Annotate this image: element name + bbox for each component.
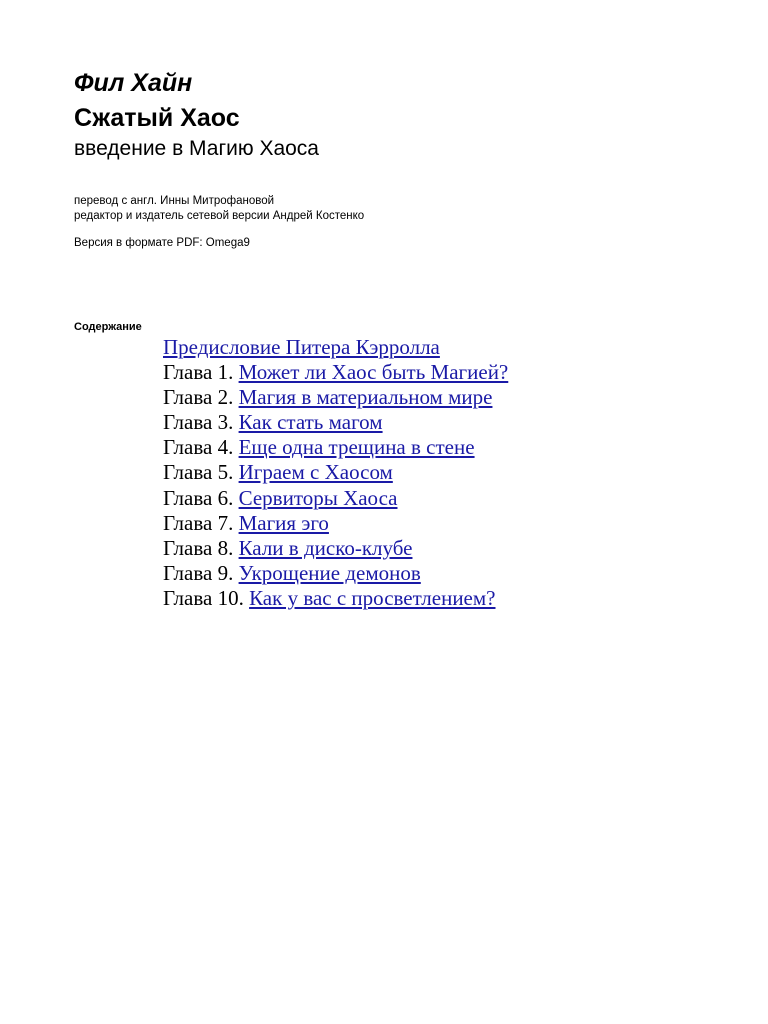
toc-item-prefix: Глава 9. — [163, 560, 239, 585]
toc-link-chapter-9[interactable]: Укрощение демонов — [238, 560, 421, 585]
toc-item-chapter-6 — [163, 486, 508, 511]
toc-item-chapter-3 — [163, 410, 508, 435]
toc-link-chapter-4[interactable]: Еще одна трещина в стене — [238, 435, 475, 460]
toc-item-prefix: Глава 2. — [163, 385, 239, 410]
toc-link-chapter-1[interactable]: Может ли Хаос быть Магией? — [238, 360, 509, 385]
toc-link-chapter-2[interactable]: Магия в материальном мире — [238, 385, 493, 410]
editor-credit: редактор и издатель сетевой версии Андрей Костенко — [74, 210, 365, 222]
toc-item-chapter-2 — [163, 385, 508, 410]
toc-link-chapter-10[interactable]: Как у вас с просветлением? — [249, 585, 496, 610]
toc-item-prefix: Глава 1. — [163, 360, 239, 385]
toc-item-prefix: Глава 6. — [163, 485, 239, 510]
toc-item-chapter-7 — [163, 511, 508, 536]
toc-item-preface — [163, 335, 508, 360]
book-subtitle: введение в Магию Хаоса — [74, 137, 319, 160]
toc-item-prefix: Глава 7. — [163, 510, 239, 535]
toc-item-chapter-5 — [163, 460, 508, 485]
toc-item-chapter-8 — [163, 536, 508, 561]
toc-link-chapter-7[interactable]: Магия эго — [238, 510, 329, 535]
toc-item-chapter-4 — [163, 435, 508, 460]
toc-item-chapter-9 — [163, 561, 508, 586]
toc-link-chapter-5[interactable]: Играем с Хаосом — [238, 460, 393, 485]
book-title: Сжатый Хаос — [74, 104, 240, 132]
toc-item-prefix: Глава 5. — [163, 460, 239, 485]
toc-item-prefix: Глава 8. — [163, 535, 239, 560]
toc-link-chapter-6[interactable]: Сервиторы Хаоса — [238, 485, 398, 510]
author-name: Фил Хайн — [74, 69, 193, 97]
pdf-version-credit: Версия в формате PDF: Omega9 — [74, 237, 250, 249]
translation-credit: перевод с англ. Инны Митрофановой — [74, 195, 275, 207]
toc-item-prefix: Глава 10. — [163, 585, 250, 610]
toc-item-prefix: Глава 3. — [163, 410, 239, 435]
toc-item-prefix: Глава 4. — [163, 435, 239, 460]
toc-link-chapter-8[interactable]: Кали в диско-клубе — [238, 535, 413, 560]
toc-link-chapter-3[interactable]: Как стать магом — [238, 410, 383, 435]
toc-link-preface[interactable]: Предисловие Питера Кэрролла — [163, 335, 440, 359]
toc-item-chapter-1 — [163, 360, 508, 385]
toc-heading: Содержание — [74, 321, 142, 333]
toc-item-chapter-10 — [163, 586, 508, 611]
table-of-contents — [163, 335, 508, 611]
